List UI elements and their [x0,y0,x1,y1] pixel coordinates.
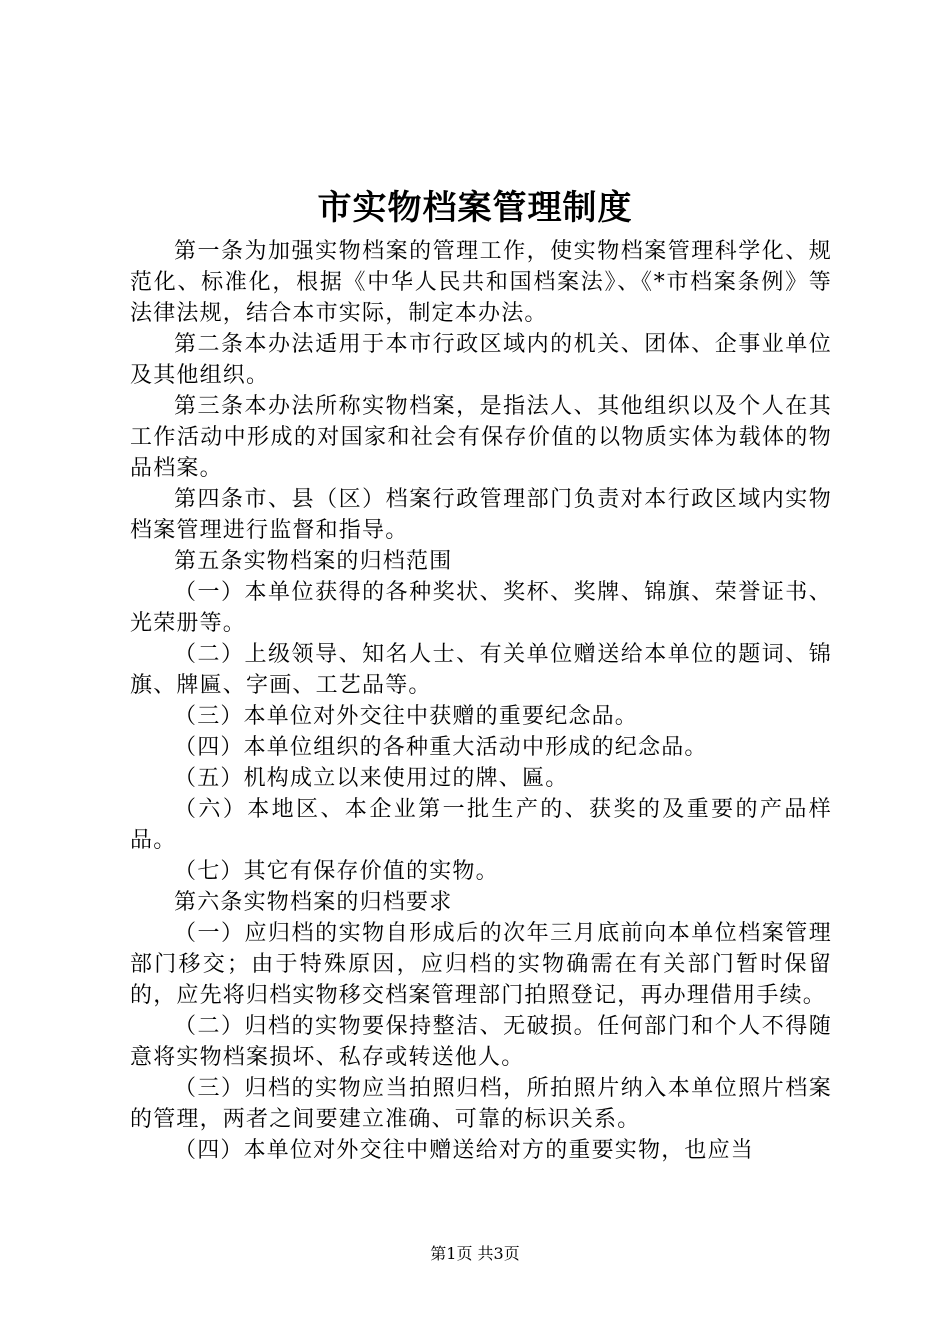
list-item-scope-3: （三）本单位对外交往中获赠的重要纪念品。 [174,704,639,729]
document-title: 市实物档案管理制度 [317,188,633,228]
paragraph-article-1: 第一条为加强实物档案的管理工作，使实物档案管理科学化、规范化、标准化，根据《中华人民共和国档案法》、《*市档案条例》等法律法规，结合本市实际，制定本办法。 [130,239,832,326]
list-item-scope-4: （四）本单位组织的各种重大活动中形成的纪念品。 [174,735,708,760]
list-item-requirement-1: （一）应归档的实物自形成后的次年三月底前向本单位档案管理部门移交；由于特殊原因，应归档的实物确需在有关部门暂时保留的，应先将归档实物移交档案管理部门拍照登记，再办理借用手续。 [130,921,832,1008]
list-item-scope-2: （二）上级领导、知名人士、有关单位赠送给本单位的题词、锦旗、牌匾、字画、工艺品等。 [130,642,832,698]
list-item-scope-5: （五）机构成立以来使用过的牌、匾。 [174,766,569,791]
paragraph-article-2: 第二条本办法适用于本市行政区域内的机关、团体、企事业单位及其他组织。 [130,332,832,388]
list-item-requirement-3: （三）归档的实物应当拍照归档，所拍照片纳入本单位照片档案的管理，两者之间要建立准确、可靠的标识关系。 [130,1076,832,1132]
list-item-scope-6: （六）本地区、本企业第一批生产的、获奖的及重要的产品样品。 [130,797,832,853]
document-body [130,236,832,1166]
paragraph-article-4: 第四条市、县（区）档案行政管理部门负责对本行政区域内实物档案管理进行监督和指导。 [130,487,832,543]
paragraph-article-6-heading: 第六条实物档案的归档要求 [174,890,453,915]
paragraph-article-5-heading: 第五条实物档案的归档范围 [174,549,453,574]
list-item-requirement-2: （二）归档的实物要保持整洁、无破损。任何部门和个人不得随意将实物档案损坏、私存或转送他人。 [130,1014,832,1070]
list-item-scope-7: （七）其它有保存价值的实物。 [174,859,499,884]
paragraph-article-3: 第三条本办法所称实物档案，是指法人、其他组织以及个人在其工作活动中形成的对国家和社会有保存价值的以物质实体为载体的物品档案。 [130,394,832,481]
page-number-footer: 第1页 共3页 [430,1244,520,1263]
list-item-scope-1: （一）本单位获得的各种奖状、奖杯、奖牌、锦旗、荣誉证书、光荣册等。 [130,580,832,636]
list-item-requirement-4: （四）本单位对外交往中赠送给对方的重要实物，也应当 [174,1138,755,1163]
